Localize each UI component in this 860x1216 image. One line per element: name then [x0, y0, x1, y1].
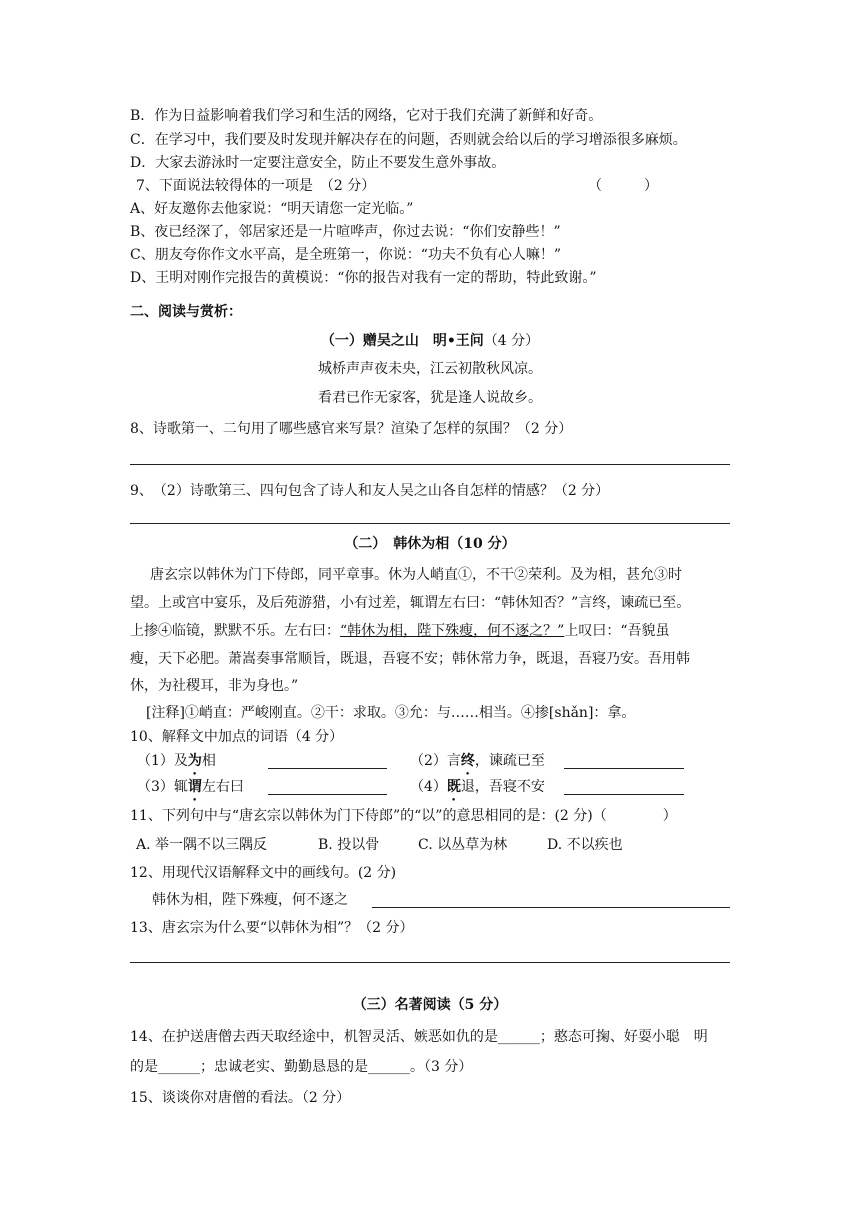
- q10-item-4-post: 退，吾寝不安: [460, 779, 545, 795]
- q7-option-d: D、王明对刚作完报告的黄模说：“你的报告对我有一定的帮助，特此致谢。”: [130, 270, 597, 286]
- q10-item-4: [410, 777, 545, 804]
- q10-stem: 10、解释文中加点的词语（4 分）: [130, 729, 344, 745]
- passage-line-3-a: 上掺④临镜，默默不乐。左右曰：: [130, 623, 340, 639]
- q6-option-c: C．在学习中，我们要及时发现并解决存在的问题，否则就会给以后的学习增添很多麻烦。: [130, 132, 687, 148]
- q11-option-b: B. 投以骨: [318, 837, 380, 853]
- q12-stem: 12、用现代汉语解释文中的画线句。(2 分): [130, 865, 397, 881]
- q6-option-d: D．大家去游泳时一定要注意安全，防止不要发生意外事故。: [130, 155, 506, 171]
- poem-line-2: 看君已作无家客，犹是逢人说故乡。: [318, 390, 542, 406]
- q10-item-4-answer-blank[interactable]: [564, 779, 684, 795]
- q10-item-4-dotted-word: 既: [446, 779, 461, 795]
- q10-item-3-pre: （3）辄: [137, 779, 188, 795]
- q9-answer-line[interactable]: [130, 523, 730, 524]
- q7-answer-paren: （ ）: [588, 178, 658, 194]
- q6-option-b: B．作为日益影响着我们学习和生活的网络，它对于我们充满了新鲜和好奇。: [130, 108, 603, 124]
- q11-option-d: D. 不以疾也: [547, 837, 623, 853]
- passage-line-1: 唐玄宗以韩休为门下侍郎，同平章事。休为人峭直①，不干②荣利。及为相，甚允③时: [150, 567, 682, 583]
- q11-option-c: C. 以丛草为林: [418, 837, 508, 853]
- passage-line-3-b: 上叹曰：“吾貌虽: [564, 623, 670, 639]
- q10-item-2-dotted-word: 终: [460, 753, 475, 769]
- section2-heading: 二、阅读与赏析：: [130, 304, 242, 320]
- q10-item-2-answer-blank[interactable]: [564, 753, 684, 769]
- q10-item-3-post: 左右曰: [201, 779, 244, 795]
- q8-stem: 8、诗歌第一、二句用了哪些感官来写景？渲染了怎样的氛围？（2 分）: [130, 421, 573, 437]
- poem-title: （一）赠吴之山 明: [320, 333, 447, 349]
- q10-item-1-answer-blank[interactable]: [268, 753, 387, 769]
- passage-note: [注释]①峭直：严峻刚直。②干：求取。③允：与……相当。④掺[shǎn]：拿。: [146, 705, 636, 721]
- passage-underlined-sentence: “韩休为相，陛下殊瘦，何不逐之？”: [340, 623, 565, 639]
- q9-stem: 9、 （2）诗歌第三、四句包含了诗人和友人吴之山各自怎样的情感？（2 分）: [130, 483, 610, 499]
- q7-option-c: C、朋友夸你作文水平高，是全班第一，你说：“功夫不负有心人嘛！”: [130, 247, 562, 263]
- q10-item-3-answer-blank[interactable]: [268, 779, 387, 795]
- q10-item-1-dotted-word: 为: [187, 753, 202, 769]
- q11-option-a: A. 举一隅不以三隅反: [136, 837, 268, 853]
- passage-line-3: [130, 621, 670, 641]
- q7-option-a: A、好友邀你去他家说：“明天请您一定光临。”: [130, 201, 414, 217]
- q15-stem: 15、谈谈你对唐僧的看法。（2 分）: [130, 1090, 351, 1106]
- q14-line-2: 的是______；忠诚老实、勤勤恳恳的是______。（3 分）: [130, 1059, 473, 1075]
- q10-item-3-dotted-word: 谓: [187, 779, 202, 795]
- q13-stem: 13、唐玄宗为什么要“以韩休为相”？（2 分）: [130, 920, 414, 936]
- q8-answer-line[interactable]: [130, 464, 730, 465]
- q12-answer-blank[interactable]: [372, 892, 730, 908]
- section3-title: （三）名著阅读（5 分）: [352, 997, 508, 1013]
- q13-answer-line[interactable]: [130, 962, 730, 963]
- q7-stem: 7、下面说法较得体的一项是 （2 分）: [136, 178, 376, 194]
- poem-line-1: 城桥声声夜未央，江云初散秋风凉。: [318, 361, 542, 377]
- poem-author: 王问: [455, 333, 484, 349]
- q10-item-2-pre: （2）言: [410, 753, 461, 769]
- q11-stem: 11、下列句中与“唐玄宗以韩休为门下侍郎”的“以”的意思相同的是：(2 分)（ ）: [130, 808, 677, 824]
- q10-item-1-pre: （1）及: [137, 753, 188, 769]
- q10-item-1: [137, 751, 216, 778]
- passage-line-4: 瘦，天下必肥。萧嵩奏事常顺旨，既退，吾寝不安；韩休常力争，既退，吾寝乃安。吾用韩: [130, 651, 690, 667]
- q10-item-4-pre: （4）: [410, 779, 447, 795]
- q10-item-2: [410, 751, 545, 778]
- q10-item-2-post: ，谏疏已至: [474, 753, 545, 769]
- poem-title-dot: •: [446, 333, 456, 349]
- q14-line-1: 14、在护送唐僧去西天取经途中，机智灵活、嫉恶如仇的是______；憨态可掬、好耍小聪 明: [130, 1029, 708, 1045]
- q12-sentence: 韩休为相，陛下殊瘦，何不逐之: [152, 892, 348, 908]
- poem-title-line: [130, 331, 730, 351]
- passage-line-5: 休，为社稷耳，非为身也。”: [130, 678, 299, 694]
- q10-item-3: [137, 777, 244, 804]
- passage-line-2: 望。上或宫中宴乐，及后苑游猎，小有过差，辄谓左右曰：“韩休知否？”言终，谏疏已至。: [130, 595, 691, 611]
- q7-option-b: B、夜已经深了，邻居家还是一片喧哗声，你过去说：“你们安静些！”: [130, 224, 561, 240]
- poem-score: （4 分）: [483, 333, 540, 349]
- q10-item-1-post: 相: [201, 753, 216, 769]
- passage-title: （二） 韩休为相（10 分）: [344, 536, 516, 552]
